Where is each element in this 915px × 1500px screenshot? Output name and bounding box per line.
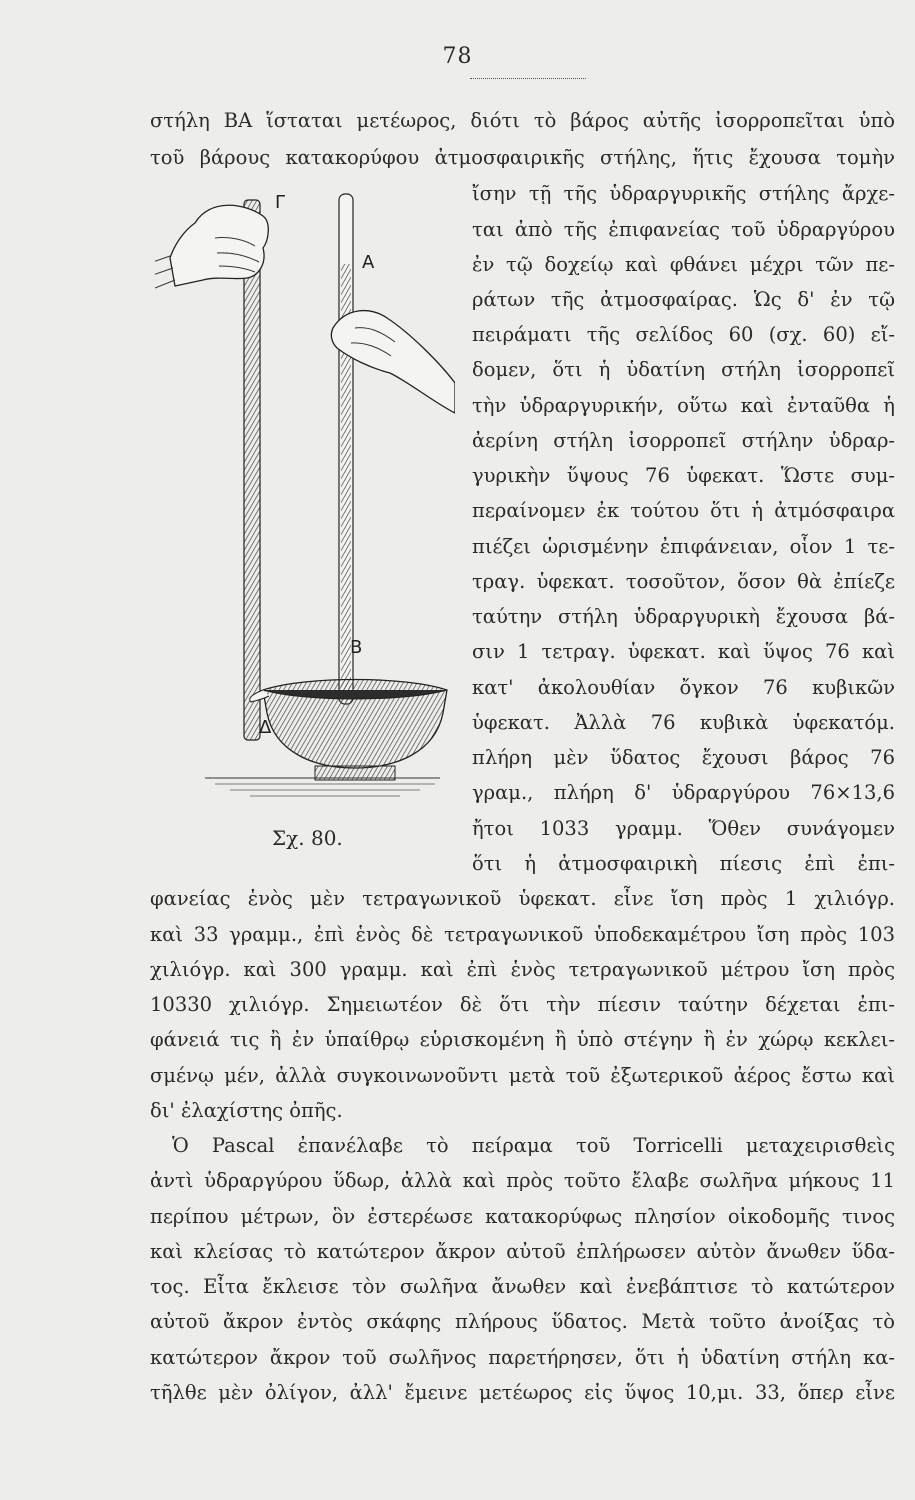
text-line: σμένῳ μέν, ἀλλὰ συγκοινωνοῦντι μετὰ τοῦ ἐξωτερικοῦ ἀέρος ἔστω καὶ [150, 1064, 895, 1087]
label-alpha: Α [362, 252, 375, 273]
torricelli-illustration [155, 168, 455, 818]
text-line: κατώτερον ἄκρον τοῦ σωλῆνος παρετήρησεν, ὅτι ἡ ὑδατίνη στήλη κα- [150, 1346, 895, 1369]
text-line: χιλιόγρ. καὶ 300 γραμμ. καὶ ἐπὶ ἑνὸς τετραγωνικοῦ μέτρου ἴση πρὸς [150, 958, 895, 981]
text-line: ὅτι ἡ ἀτμοσφαιρικὴ πίεσις ἐπὶ ἐπι- [472, 852, 895, 875]
figure-torricelli [155, 168, 455, 818]
text-line: ταύτην στήλη ὑδραργυρικὴ ἔχουσα βά- [472, 605, 895, 628]
text-line: περίπου μέτρων, ὃν ἐστερέωσε κατακορύφως πλησίον οἰκοδομῆς τινος [150, 1205, 895, 1228]
text-line: καὶ κλείσας τὸ κατώτερον ἄκρον αὐτοῦ ἐπλήρωσεν αὐτὸν ἄνωθεν ὕδα- [150, 1240, 895, 1263]
text-line: κατ' ἀκολουθίαν ὄγκον 76 κυβικῶν [472, 676, 895, 699]
text-line: ἀντὶ ὑδραργύρου ὕδωρ, ἀλλὰ καὶ πρὸς τοῦτο ἔλαβε σωλῆνα μήκους 11 [150, 1169, 895, 1192]
text-line: αὐτοῦ ἄκρον ἐντὸς σκάφης πλήρους ὕδατος. Μετὰ τοῦτο ἀνοίξας τὸ [150, 1310, 895, 1333]
text-line: ται ἀπὸ τῆς ἐπιφανείας τοῦ ὑδραργύρου [472, 218, 895, 241]
text-line: ράτων τῆς ἀτμοσφαίρας. Ὡς δ' ἐν τῷ [472, 288, 895, 311]
text-line: τοῦ βάρους κατακορύφου ἀτμοσφαιρικῆς στήλης, ἥτις ἔχουσα τομὴν [150, 146, 895, 169]
text-line: καὶ 33 γραμμ., ἐπὶ ἑνὸς δὲ τετραγωνικοῦ ὑποδεκαμέτρου ἴση πρὸς 103 [150, 923, 895, 946]
page-number: 78 [442, 44, 473, 69]
text-line: ἴσην τῇ τῆς ὑδραργυρικῆς στήλης ἄρχε- [472, 182, 895, 205]
label-gamma: Γ [275, 192, 286, 213]
label-beta: Β [350, 637, 363, 658]
text-line: γυρικὴν ὕψους 76 ὑφεκατ. Ὥστε συμ- [472, 464, 895, 487]
text-line: 10330 χιλιόγρ. Σημειωτέον δὲ ὅτι τὴν πίεσιν ταύτην δέχεται ἐπι- [150, 993, 895, 1016]
header-rule [470, 78, 586, 79]
text-line: φανείας ἑνὸς μὲν τετραγωνικοῦ ὑφεκατ. εἶνε ἴση πρὸς 1 χιλιόγρ. [150, 887, 895, 910]
text-line: τραγ. ὑφεκατ. τοσοῦτον, ὅσον θὰ ἐπίεζε [472, 570, 895, 593]
figure-caption: Σχ. 80. [272, 826, 343, 850]
text-line: τῆλθε μὲν ὀλίγον, ἀλλ' ἔμεινε μετέωρος εἰς ὕψος 10,μι. 33, ὅπερ εἶνε [150, 1381, 895, 1404]
text-line: δομεν, ὅτι ἡ ὑδατίνη στήλη ἰσορροπεῖ [472, 358, 895, 381]
text-line: Ὁ Pascal ἐπανέλαβε τὸ πείραμα τοῦ Torricelli μεταχειρισθεὶς [172, 1134, 895, 1157]
text-line: πιέζει ὡρισμένην ἐπιφάνειαν, οἷον 1 τε- [472, 535, 895, 558]
text-line: ὑφεκατ. Ἀλλὰ 76 κυβικὰ ὑφεκατόμ. [472, 711, 895, 734]
text-line: ἐν τῷ δοχείῳ καὶ φθάνει μέχρι τῶν πε- [472, 253, 895, 276]
text-line: δι' ἐλαχίστης ὀπῆς. [150, 1099, 343, 1122]
text-line: στήλη ΒΑ ἵσταται μετέωρος, διότι τὸ βάρος αὐτῆς ἰσορροπεῖται ὑπὸ [150, 109, 895, 132]
text-line: τὴν ὑδραργυρικήν, οὕτω καὶ ἐνταῦθα ἡ [472, 394, 895, 417]
text-line: σιν 1 τετραγ. ὑφεκατ. καὶ ὕψος 76 καὶ [472, 640, 895, 663]
text-line: ἤτοι 1033 γραμμ. Ὅθεν συνάγομεν [472, 817, 895, 840]
text-line: ἀερίνη στήλη ἰσορροπεῖ στήλην ὑδραρ- [472, 429, 895, 452]
text-line: φάνειά τις ἢ ἐν ὑπαίθρῳ εὑρισκομένη ἢ ὑπὸ στέγην ἢ ἐν χώρῳ κεκλει- [150, 1028, 895, 1051]
text-line: πειράματι τῆς σελίδος 60 (σχ. 60) εἴ- [472, 323, 895, 346]
text-line: τος. Εἶτα ἔκλεισε τὸν σωλῆνα ἄνωθεν καὶ ἐνεβάπτισε τὸ κατώτερον [150, 1275, 895, 1298]
label-delta: Δ [259, 717, 272, 738]
text-line: πλήρη μὲν ὕδατος ἔχουσι βάρος 76 [472, 746, 895, 769]
text-line: γραμ., πλήρη δ' ὑδραργύρου 76×13,6 [472, 781, 895, 804]
text-line: περαίνομεν ἐκ τούτου ὅτι ἡ ἀτμόσφαιρα [472, 499, 895, 522]
